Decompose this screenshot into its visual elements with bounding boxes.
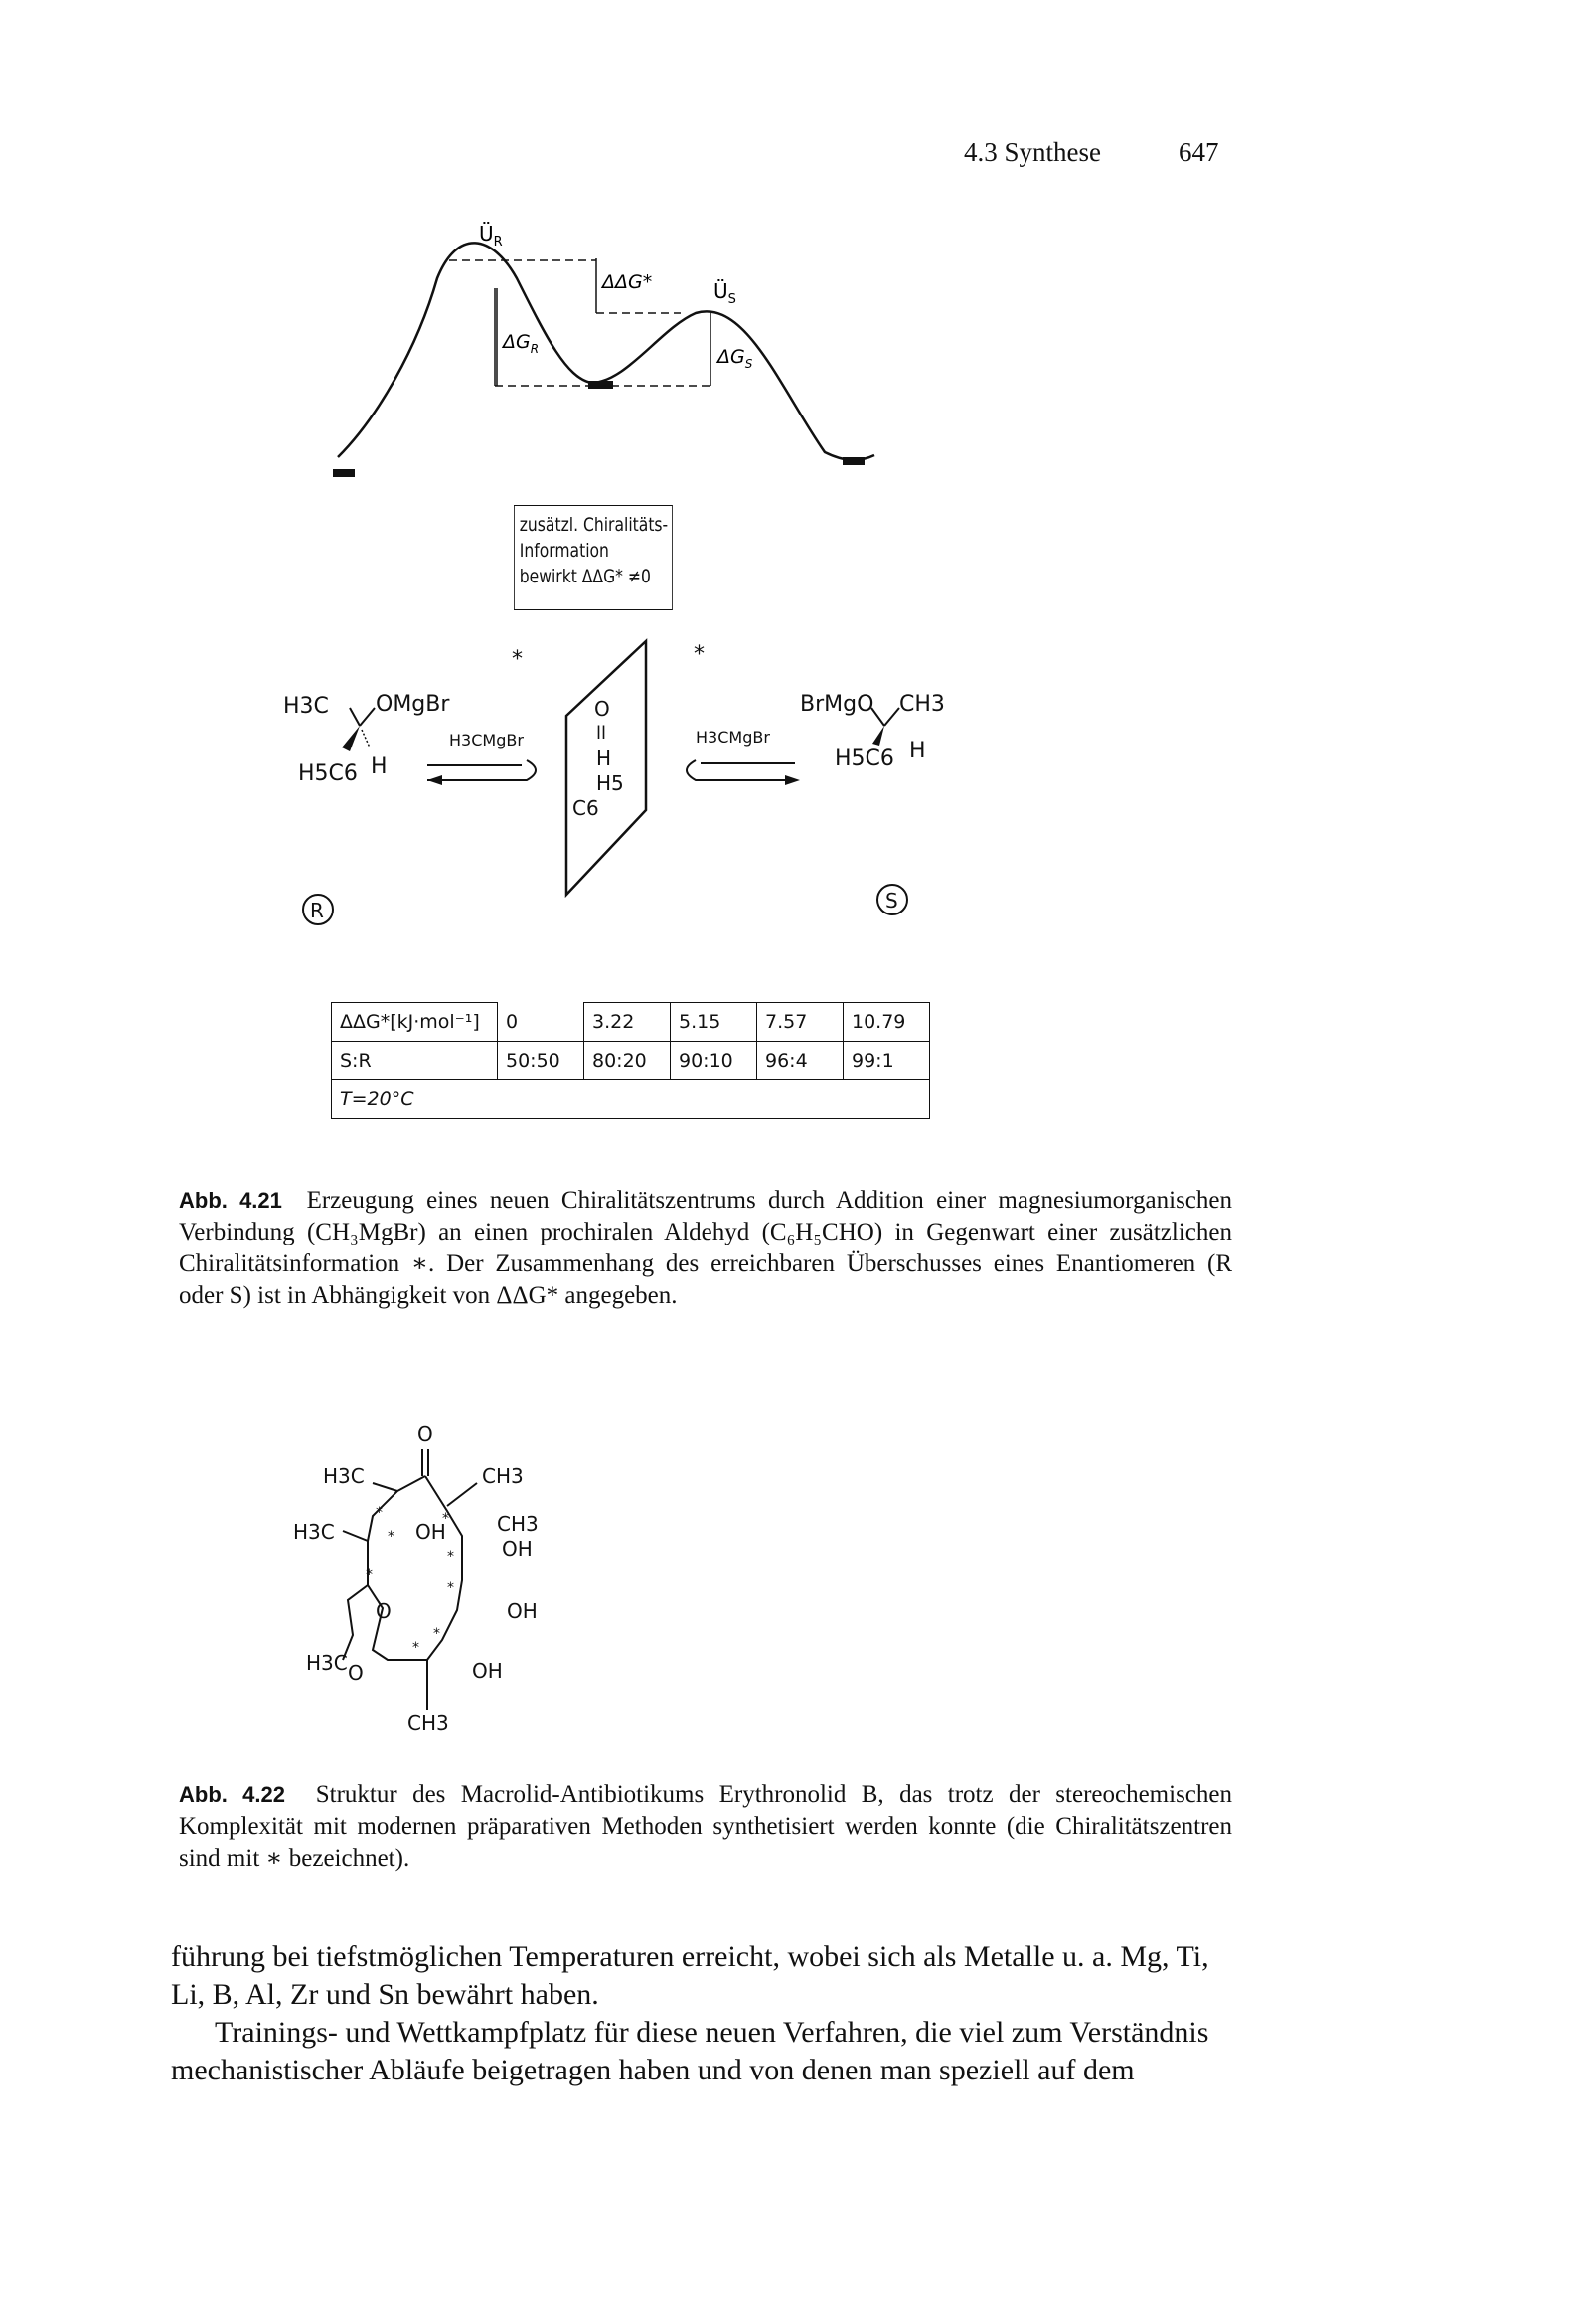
page-number: 647 [1179,137,1219,167]
svg-text:C6: C6 [572,796,599,820]
svg-text:CH3: CH3 [407,1711,449,1735]
table-cell: 7.57 [757,1003,844,1042]
table-cell: 5.15 [671,1003,757,1042]
svg-text:H3C: H3C [323,1464,365,1488]
svg-text:BrMgO: BrMgO [800,692,874,717]
svg-text:*: * [447,1580,454,1596]
label-ddG: ΔΔG* [602,271,653,293]
svg-text:CH3: CH3 [482,1464,524,1488]
caption-text: Erzeugung eines neuen Chiralitätszentrums durch Addition einer magnesiumorganischen Verbindung (CH₃MgBr) an einen prochiralen Aldehyd (C₆H₅CHO) in Gegenwart einer zusätzlichen Chiralitätsinformation ∗. Der Zusammenhang des erreichbaren Überschusses eines Enantiomeren (R oder S) ist in Abhängigkeit von ΔΔG* angegeben. [179,1187,1232,1309]
svg-text:OMgBr: OMgBr [376,692,450,717]
svg-text:O: O [376,1599,392,1623]
table-cell: 10.79 [844,1003,930,1042]
temperature-cell: T=20°C [332,1080,930,1119]
reagent-right: H3CMgBr [696,728,770,747]
asterisk-right: * [694,642,705,667]
svg-text:OH: OH [415,1520,446,1544]
table-cell: 50:50 [498,1042,584,1080]
reaction-scheme [278,636,974,944]
label-UR: $Ü_R$ [479,222,503,249]
table-row [332,1042,930,1080]
label-dGS: $\Delta G_S$ [717,346,753,371]
svg-text:ll: ll [596,723,607,744]
row-label: S:R [332,1042,498,1080]
paragraph: führung bei tiefstmöglichen Temperaturen erreicht, wobei sich als Metalle u. a. Mg, Ti, Li, B, Al, Zr und Sn bewährt haben. [171,1940,1209,2011]
figure-caption-4-21 [179,1185,1232,1312]
erythronolide-structure [288,1421,586,1749]
svg-text:O: O [417,1422,433,1446]
svg-text:OH: OH [507,1599,538,1623]
table-cell: 80:20 [584,1042,671,1080]
ring-bonds [368,1476,462,1660]
middle-minimum-bar [588,381,613,389]
svg-text:CH3: CH3 [899,692,945,717]
svg-text:*: * [366,1567,373,1582]
svg-text:*: * [442,1511,449,1527]
label-S: S [885,889,898,913]
right-minimum-bar [843,457,865,465]
svg-text:OH: OH [502,1537,533,1561]
info-line-3: bewirkt ΔΔG* ≠0 [519,566,651,587]
svg-text:*: * [376,1505,383,1521]
svg-text:H3C: H3C [293,1520,335,1544]
info-line-2: Information [519,540,609,562]
caption-text: Struktur des Macrolid-Antibiotikums Erythronolid B, das trotz der stereochemischen Komplexität mit modernen präparativen Methoden synthetisiert werden konnte (die Chiralitätszentren sind mit ∗ bezeichnet). [179,1781,1232,1872]
svg-text:CH3: CH3 [497,1512,539,1536]
table-cell: 90:10 [671,1042,757,1080]
arrow-left [427,760,536,780]
table-row [332,1003,930,1042]
table-row [332,1080,930,1119]
svg-text:H: H [909,739,926,763]
svg-text:*: * [447,1549,454,1565]
svg-text:O: O [348,1661,364,1685]
left-product [283,692,450,786]
caption-label: Abb. 4.21 [179,1188,282,1213]
svg-text:*: * [388,1529,394,1545]
svg-text:*: * [433,1626,440,1642]
section-title: 4.3 Synthese [964,137,1101,167]
svg-text:H5C6: H5C6 [835,747,894,771]
energy-ratio-table [331,1002,930,1119]
asterisk-left: * [512,647,523,672]
svg-text:H5: H5 [596,771,624,795]
table-cell: 3.22 [584,1003,671,1042]
svg-text:*: * [412,1640,419,1656]
label-dGR: $\Delta G_R$ [503,331,540,356]
body-text [171,1938,1234,2089]
chirality-info-box [514,505,673,610]
table-cell: 99:1 [844,1042,930,1080]
svg-text:O: O [594,697,610,721]
energy-profile-diagram [328,219,894,487]
svg-text:H3C: H3C [306,1651,348,1675]
left-minimum-bar [333,469,355,477]
svg-text:H3C: H3C [283,694,329,719]
caption-label: Abb. 4.22 [179,1782,285,1807]
label-R: R [310,899,324,922]
row-label: ΔΔG*[kJ·mol⁻¹] [332,1003,498,1042]
table-cell: 96:4 [757,1042,844,1080]
right-product [800,692,945,771]
table-cell: 0 [498,1003,584,1042]
paragraph: Trainings- und Wettkampfplatz für diese neuen Verfahren, die viel zum Verständnis mechanistischer Abläufe beigetragen haben und von denen man speziell auf dem [171,2016,1209,2086]
svg-text:H5C6: H5C6 [298,761,358,786]
label-US: $Ü_S$ [713,279,736,307]
svg-text:H: H [371,754,388,779]
info-line-1: zusätzl. Chiralitäts- [519,514,669,536]
figure-caption-4-22 [179,1779,1232,1875]
svg-text:H: H [596,747,612,770]
svg-text:OH: OH [472,1659,503,1683]
reagent-left: H3CMgBr [449,731,524,749]
